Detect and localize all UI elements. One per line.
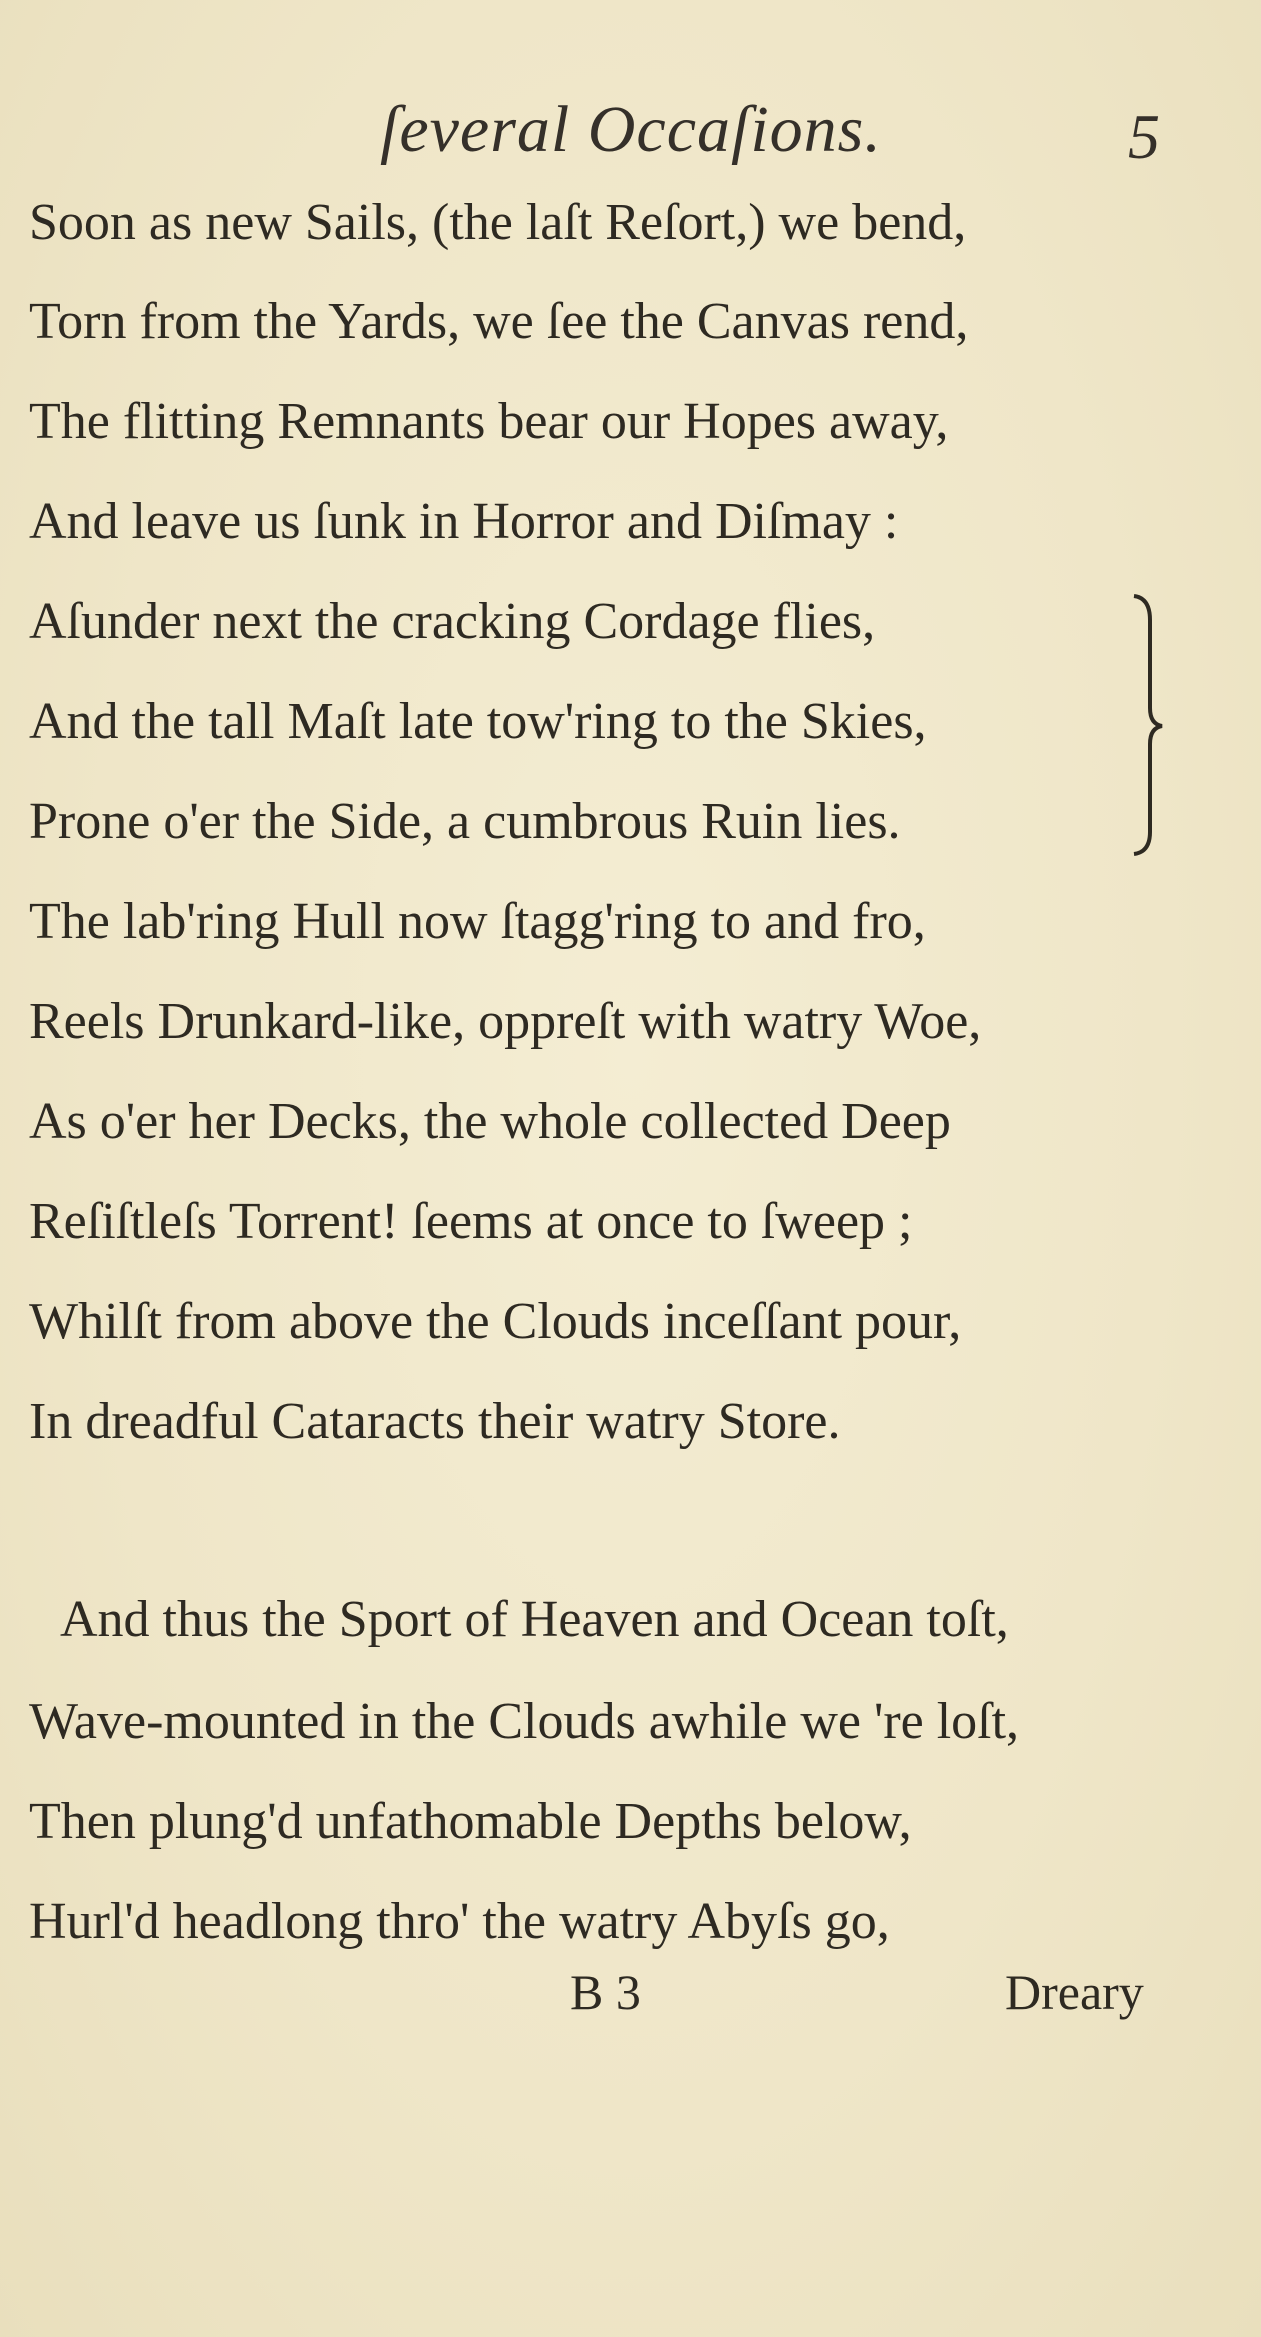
verse-line: And the tall Maſt late tow'ring to the Skies, — [29, 693, 927, 750]
verse-line: The flitting Remnants bear our Hopes away, — [29, 393, 949, 450]
triplet-brace — [1130, 590, 1166, 860]
verse-line: And leave us ſunk in Horror and Diſmay : — [29, 493, 899, 550]
verse-line: Aſunder next the cracking Cordage flies, — [29, 593, 876, 650]
running-head: ſeveral Occaſions. — [380, 93, 882, 166]
verse-line: Whilſt from above the Clouds inceſſant pour, — [29, 1293, 962, 1350]
verse-line: Soon as new Sails, (the laſt Reſort,) we bend, — [29, 194, 967, 251]
verse-line: Then plung'd unfathomable Depths below, — [29, 1793, 912, 1850]
page-number: 5 — [1128, 101, 1160, 172]
verse-line: And thus the Sport of Heaven and Ocean toſt, — [60, 1591, 1009, 1648]
verse-line: The lab'ring Hull now ſtagg'ring to and fro, — [29, 893, 926, 950]
verse-line: Torn from the Yards, we ſee the Canvas rend, — [29, 293, 969, 350]
signature-mark: B 3 — [570, 1964, 641, 2020]
verse-line: Hurl'd headlong thro' the watry Abyſs go, — [29, 1893, 890, 1950]
verse-line: Reſiſtleſs Torrent! ſeems at once to ſweep ; — [29, 1193, 913, 1250]
verse-line: Prone o'er the Side, a cumbrous Ruin lies. — [29, 793, 901, 850]
verse-line: As o'er her Decks, the whole collected Deep — [29, 1093, 951, 1150]
verse-line: In dreadful Cataracts their watry Store. — [29, 1393, 841, 1450]
verse-line: Reels Drunkard-like, oppreſt with watry Woe, — [29, 993, 982, 1050]
verse-line: Wave-mounted in the Clouds awhile we 're loſt, — [29, 1693, 1020, 1750]
catchword: Dreary — [1005, 1964, 1144, 2020]
